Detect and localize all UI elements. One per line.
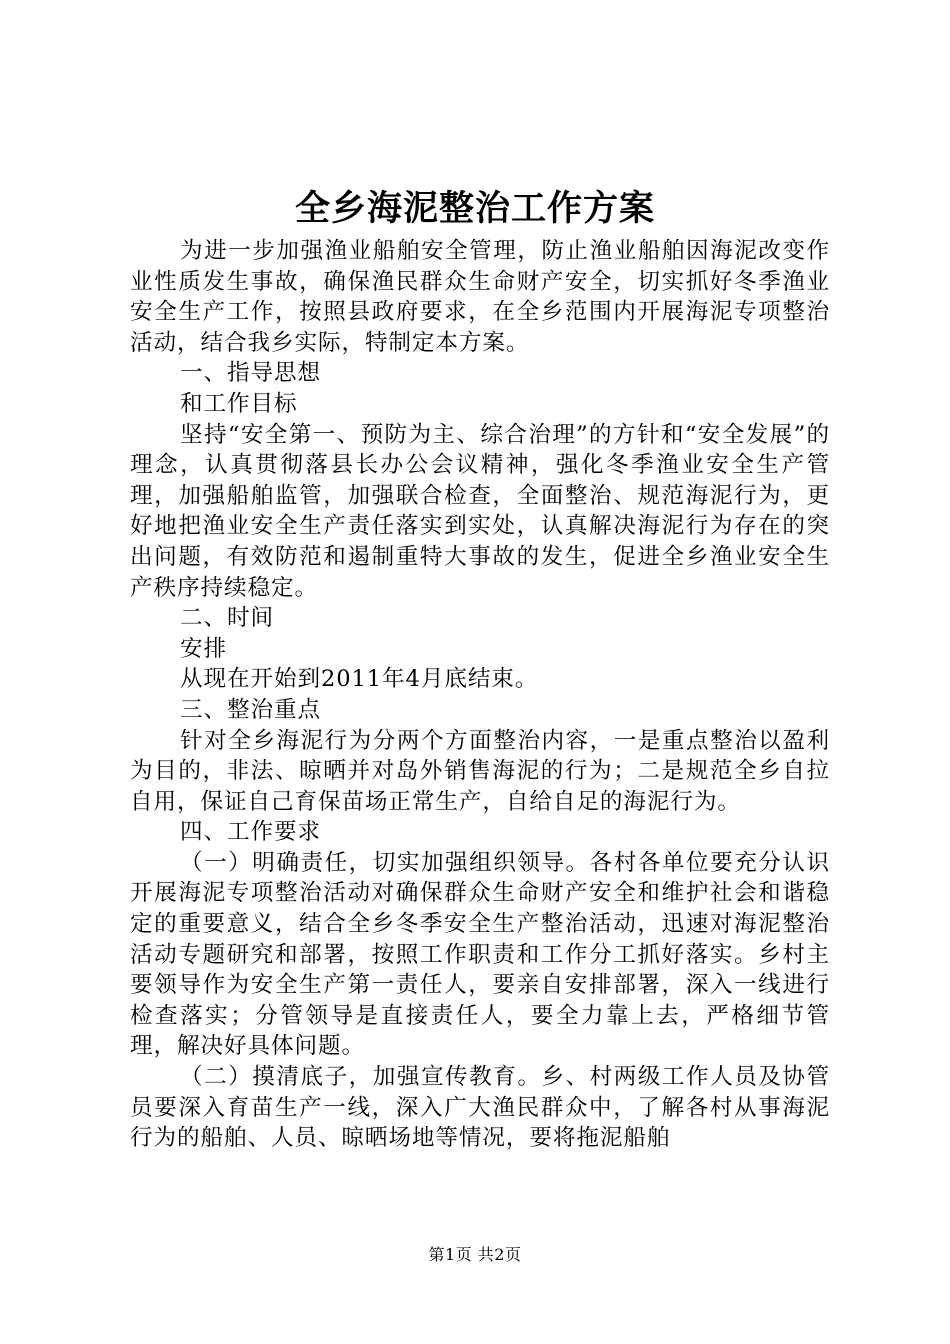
heading-work-goal: 和工作目标 [180,390,298,417]
heading-key-points: 三、整治重点 [180,696,321,723]
document-body [130,236,830,1154]
paragraph-intro: 为进一步加强渔业船舶安全管理，防止渔业船舶因海泥改变作业性质发生事故，确保渔民群众生命财产安全，切实抓好冬季渔业安全生产工作，按照县政府要求，在全乡范围内开展海泥专项整治活动，结合我乡实际，特制定本方案。 [130,238,830,356]
page-number-footer: 第1页 共2页 [428,1245,522,1264]
heading-requirements: 四、工作要求 [180,819,321,846]
document-title: 全乡海泥整治工作方案 [294,188,655,229]
paragraph-requirement-1: （一）明确责任，切实加强组织领导。各村各单位要充分认识开展海泥专项整治活动对确保群众生命财产安全和维护社会和谐稳定的重要意义，结合全乡冬季安全生产整治活动，迅速对海泥整治活动专题研究和部署，按照工作职责和工作分工抓好落实。乡村主要领导作为安全生产第一责任人，要亲自安排部署，深入一线进行检查落实；分管领导是直接责任人，要全力靠上去，严格细节管理，解决好具体问题。 [130,849,830,1060]
paragraph-time: 从现在开始到2011年4月底结束。 [180,666,539,693]
heading-guiding-thought: 一、指导思想 [180,360,321,387]
paragraph-key-points: 针对全乡海泥行为分两个方面整治内容，一是重点整治以盈利为目的，非法、晾晒并对岛外销售海泥的行为；二是规范全乡自拉自用，保证自己育保苗场正常生产，自给自足的海泥行为。 [130,727,830,815]
paragraph-requirement-2: （二）摸清底子，加强宣传教育。乡、村两级工作人员及协管员要深入育苗生产一线，深入广大渔民群众中，了解各村从事海泥行为的船舶、人员、晾晒场地等情况，要将拖泥船舶 [130,1064,830,1152]
heading-time: 二、时间 [180,605,274,632]
paragraph-guiding-thought: 坚持“安全第一、预防为主、综合治理”的方针和“安全发展”的理念，认真贯彻落县长办公会议精神，强化冬季渔业安全生产管理，加强船舶监管，加强联合检查，全面整治、规范海泥行为，更好地把渔业安全生产责任落实到实处，认真解决海泥行为存在的突出问题，有效防范和遏制重特大事故的发生，促进全乡渔业安全生产秩序持续稳定。 [130,421,830,601]
heading-schedule: 安排 [180,635,227,662]
